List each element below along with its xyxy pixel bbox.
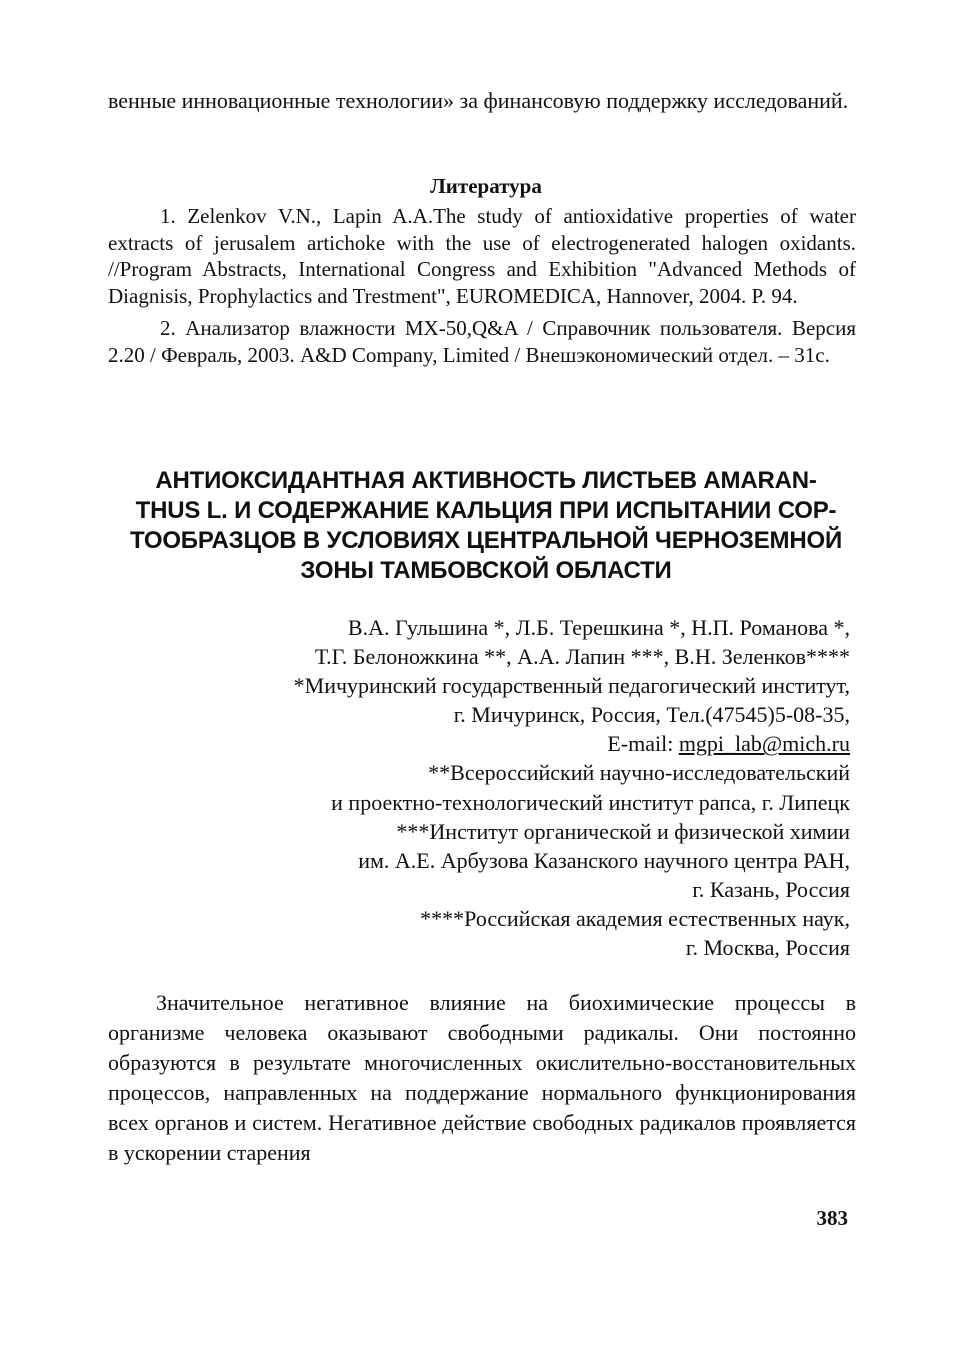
authors-affiliations	[130, 613, 850, 962]
page-number: 383	[816, 1206, 848, 1230]
affiliation-line: ****Российская академия естественных наук,	[420, 905, 850, 931]
affiliation-line: *Мичуринский государственный педагогический институт,	[293, 673, 850, 699]
title-line: THUS L. И СОДЕРЖАНИЕ КАЛЬЦИЯ ПРИ ИСПЫТАНИИ СОР-	[135, 497, 837, 524]
affiliation-line: г. Мичуринск, Россия, Тел.(47545)5-08-35,	[453, 702, 850, 728]
body-paragraph: Значительное негативное влияние на биохимические процессы в организме человека оказывают свободными радикалы. Они постоянно образуются в результате многочисленных окислительно-восстановительных процессов, направленных на поддержание нормального функционирования всех органов и систем. Негативное действие свободных радикалов проявляется в ускорении старения	[108, 990, 856, 1165]
authors-line: В.А. Гульшина *, Л.Б. Терешкина *, Н.П. Романова *,	[347, 615, 850, 640]
email-line	[130, 729, 850, 758]
email-label: E-mail:	[607, 731, 679, 757]
title-line: ЗОНЫ ТАМБОВСКОЙ ОБЛАСТИ	[300, 557, 672, 584]
affiliation-line: и проектно-технологический институт рапса, г. Липецк	[331, 789, 850, 815]
article-body	[108, 988, 856, 1168]
affiliation-line: **Всероссийский научно-исследовательский	[428, 760, 850, 786]
affiliation-line: г. Казань, Россия	[692, 876, 850, 902]
references-list	[108, 203, 856, 374]
email-link[interactable]: mgpi_lab@mich.ru	[678, 731, 850, 757]
reference-item: 2. Анализатор влажности MX-50,Q&A / Справочник пользователя. Версия 2.20 / Февраль, 2003. A&D Company, Limited / Внешэкономический отдел. – 31с.	[108, 316, 856, 367]
title-line: ТООБРАЗЦОВ В УСЛОВИЯХ ЦЕНТРАЛЬНОЙ ЧЕРНОЗЕМНОЙ	[129, 527, 843, 554]
affiliation-line: им. А.Е. Арбузова Казанского научного центра РАН,	[358, 847, 850, 873]
intro-paragraph: венные инновационные технологии» за финансовую поддержку исследований.	[108, 88, 849, 113]
affiliation-line: ***Институт органической и физической химии	[396, 818, 850, 844]
title-line: АНТИОКСИДАНТНАЯ АКТИВНОСТЬ ЛИСТЬЕВ AMARAN-	[155, 467, 817, 494]
affiliation-line: г. Москва, Россия	[685, 935, 850, 961]
authors-line: Т.Г. Белоножкина **, А.А. Лапин ***, В.Н. Зеленков****	[314, 644, 850, 670]
article-title	[108, 466, 864, 586]
references-heading: Литература	[430, 174, 542, 198]
reference-item: 1. Zelenkov V.N., Lapin A.A.The study of antioxidative properties of water extracts of jerusalem artichoke with the use of electrogenerated halogen oxidants. //Program Abstracts, International Congress and Exhibition "Advanced Methods of Diagnisis, Prophylactics and Trestment", EUROMEDICA, Hannover, 2004. P. 94.	[108, 204, 856, 308]
